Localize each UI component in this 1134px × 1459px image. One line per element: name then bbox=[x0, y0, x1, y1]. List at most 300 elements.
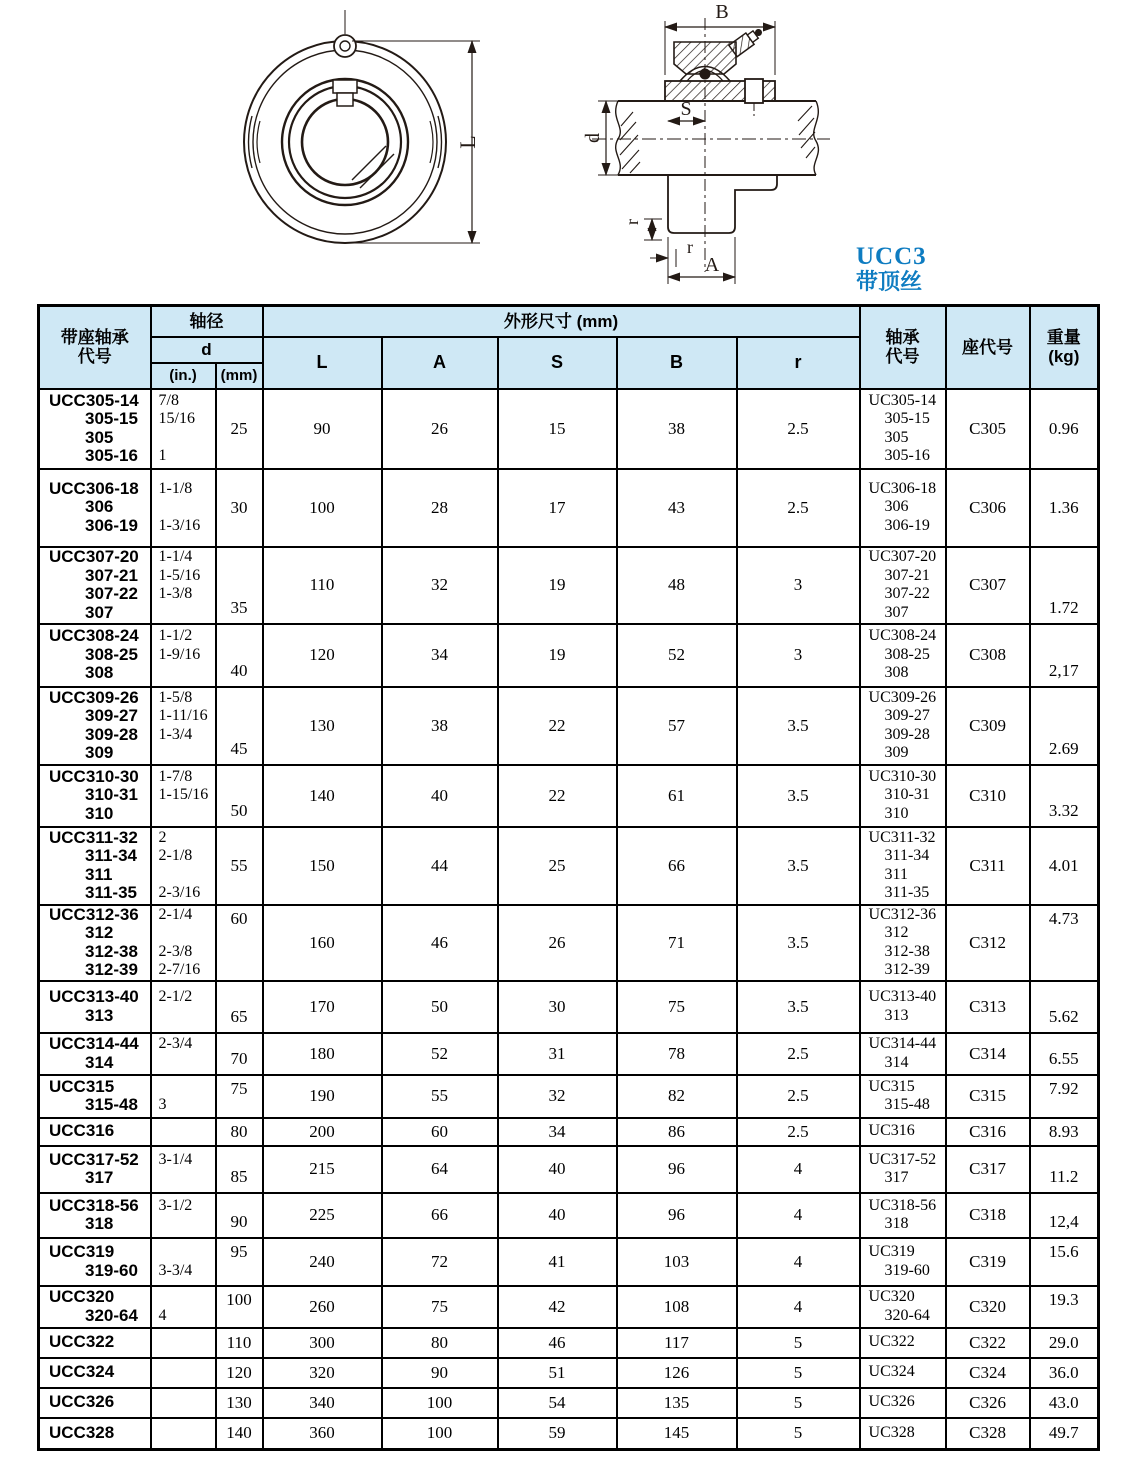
dim-A-cell: 32 bbox=[382, 547, 498, 624]
cell-line: UC309-26 bbox=[868, 688, 937, 706]
dim-r-cell: 3 bbox=[737, 624, 860, 687]
weight-cell: 1.72 bbox=[1030, 547, 1099, 624]
dim-r-cell: 2.5 bbox=[737, 389, 860, 469]
cell-line: 307-22 bbox=[884, 585, 930, 602]
dim-B-cell: 57 bbox=[617, 687, 737, 765]
table-row bbox=[39, 1358, 1099, 1388]
shaft-dia-inch-cell bbox=[151, 981, 216, 1033]
dim-L-label: L bbox=[455, 135, 480, 149]
bearing-number-cell bbox=[860, 827, 946, 905]
unit-number-cell bbox=[39, 1286, 151, 1328]
cell-line: UCC312-36 bbox=[49, 904, 139, 924]
shaft-dia-inch-cell bbox=[151, 1193, 216, 1238]
header-housing-number: 座代号 bbox=[946, 306, 1030, 389]
cell-line: UC306-18 bbox=[868, 479, 937, 497]
cell-line: UCC309-26 bbox=[49, 687, 139, 707]
weight-cell: 2,17 bbox=[1030, 624, 1099, 687]
dim-B-cell: 71 bbox=[617, 905, 737, 981]
cell-line: 312 bbox=[85, 923, 114, 942]
cell-line bbox=[159, 1007, 215, 1026]
cell-line: UCC328 bbox=[49, 1423, 115, 1442]
table-header bbox=[39, 306, 1099, 389]
table-row bbox=[39, 624, 1099, 687]
housing-number-cell: C316 bbox=[946, 1118, 1030, 1146]
housing-number-cell: C310 bbox=[946, 765, 1030, 827]
header-S: S bbox=[498, 337, 617, 389]
dim-L-cell: 140 bbox=[263, 765, 382, 827]
cell-line: 306-19 bbox=[85, 515, 138, 535]
cell-line: UCC320 bbox=[49, 1287, 115, 1306]
dim-L-cell: 130 bbox=[263, 687, 382, 765]
cell-line: 3-3/4 bbox=[158, 1261, 193, 1279]
dim-S-cell: 51 bbox=[498, 1358, 617, 1388]
cell-line: UC315 bbox=[868, 1077, 915, 1095]
dim-r1 bbox=[622, 219, 662, 240]
dim-A-cell: 66 bbox=[382, 1193, 498, 1238]
shaft-dia-mm-cell: 40 bbox=[216, 624, 263, 687]
header-weight-line2: (kg) bbox=[1048, 347, 1080, 367]
dim-r-cell: 5 bbox=[737, 1388, 860, 1418]
table-row bbox=[39, 1286, 1099, 1328]
cell-line bbox=[159, 866, 215, 885]
bearing-number-cell bbox=[860, 1388, 946, 1418]
cell-line: 1-9/16 bbox=[158, 645, 201, 663]
cell-line: 311-35 bbox=[85, 883, 137, 902]
dim-A-cell: 80 bbox=[382, 1328, 498, 1358]
bearing-number-cell bbox=[860, 1075, 946, 1118]
dim-A-cell: 44 bbox=[382, 827, 498, 905]
cell-line: 305-16 bbox=[85, 446, 138, 465]
unit-number-cell bbox=[39, 1146, 151, 1193]
shaft-dia-inch-cell bbox=[151, 1238, 216, 1286]
unit-number-cell bbox=[39, 1388, 151, 1418]
table-row bbox=[39, 469, 1099, 547]
bearing-number-cell bbox=[860, 1358, 946, 1388]
cell-line: 2-7/16 bbox=[158, 961, 201, 978]
dim-S-label: S bbox=[680, 98, 692, 120]
grease-nipple bbox=[729, 25, 766, 57]
housing-number-cell: C312 bbox=[946, 905, 1030, 981]
dim-A-cell: 50 bbox=[382, 981, 498, 1033]
cell-line: UC312-36 bbox=[868, 905, 937, 923]
cell-line bbox=[159, 924, 215, 943]
weight-cell: 15.6 bbox=[1030, 1238, 1099, 1286]
dim-r-cell: 3.5 bbox=[737, 905, 860, 981]
cell-line: 305 bbox=[85, 427, 114, 447]
shaft-dia-mm-cell: 100 bbox=[216, 1286, 263, 1328]
cell-line: 308-25 bbox=[85, 644, 138, 664]
shaft-dia-inch-cell bbox=[151, 1146, 216, 1193]
dim-L-cell: 300 bbox=[263, 1328, 382, 1358]
bearing-number-cell bbox=[860, 1286, 946, 1328]
header-unit-number-line1: 带座轴承 bbox=[60, 328, 129, 348]
cell-line: 310 bbox=[884, 804, 909, 822]
dim-B-cell: 135 bbox=[617, 1388, 737, 1418]
cell-line: 307-21 bbox=[884, 566, 930, 584]
table-row bbox=[39, 1328, 1099, 1358]
dim-r-cell: 5 bbox=[737, 1358, 860, 1388]
housing-number-cell: C305 bbox=[946, 389, 1030, 469]
header-B: B bbox=[617, 337, 737, 389]
cell-line: UCC317-52 bbox=[49, 1149, 139, 1169]
dim-r-cell: 4 bbox=[737, 1193, 860, 1238]
housing-number-cell: C311 bbox=[946, 827, 1030, 905]
cell-line: 309-28 bbox=[884, 725, 930, 743]
dim-S-cell: 17 bbox=[498, 469, 617, 547]
cell-line: UCC319 bbox=[49, 1242, 115, 1261]
cell-line: 306-19 bbox=[884, 516, 930, 534]
cell-line bbox=[159, 1054, 215, 1073]
cell-line: UCC306-18 bbox=[49, 478, 139, 498]
dim-L-cell: 190 bbox=[263, 1075, 382, 1118]
dim-S-cell: 19 bbox=[498, 547, 617, 624]
weight-cell: 1.36 bbox=[1030, 469, 1099, 547]
grease-fitting-front bbox=[334, 35, 356, 57]
cell-line: UC310-30 bbox=[868, 767, 937, 785]
cell-line: UCC310-30 bbox=[49, 766, 139, 786]
cell-line: 305-15 bbox=[884, 410, 930, 427]
cell-line: 2-1/4 bbox=[158, 905, 193, 923]
dim-d bbox=[582, 101, 620, 175]
relief-slot-right bbox=[438, 116, 442, 168]
table-row bbox=[39, 1238, 1099, 1286]
unit-number-cell bbox=[39, 981, 151, 1033]
cell-line: 313 bbox=[884, 1006, 909, 1024]
weight-cell: 49.7 bbox=[1030, 1418, 1099, 1450]
header-A: A bbox=[382, 337, 498, 389]
bearing-number-cell bbox=[860, 1033, 946, 1075]
dim-S-cell: 40 bbox=[498, 1193, 617, 1238]
table-row bbox=[39, 687, 1099, 765]
table-row bbox=[39, 765, 1099, 827]
table-row bbox=[39, 827, 1099, 905]
cell-line: 320-64 bbox=[884, 1306, 930, 1324]
cell-line: 315-48 bbox=[884, 1096, 930, 1113]
dim-B-cell: 145 bbox=[617, 1418, 737, 1450]
dim-A-cell: 100 bbox=[382, 1388, 498, 1418]
bearing-number-cell bbox=[860, 981, 946, 1033]
cell-line bbox=[159, 498, 215, 517]
weight-cell: 0.96 bbox=[1030, 389, 1099, 469]
weight-cell: 7.92 bbox=[1030, 1075, 1099, 1118]
cell-line: 311 bbox=[884, 865, 908, 883]
dim-r-cell: 4 bbox=[737, 1146, 860, 1193]
dim-S-cell: 34 bbox=[498, 1118, 617, 1146]
shaft-dia-mm-cell: 110 bbox=[216, 1328, 263, 1358]
dim-B-cell: 82 bbox=[617, 1075, 737, 1118]
dim-L-cell: 260 bbox=[263, 1286, 382, 1328]
header-inch: (in.) bbox=[151, 363, 216, 389]
weight-cell: 11.2 bbox=[1030, 1146, 1099, 1193]
cell-line: 308-25 bbox=[884, 645, 930, 663]
shaft-dia-inch-cell bbox=[151, 1358, 216, 1388]
dim-A-cell: 90 bbox=[382, 1358, 498, 1388]
cell-line: 3-1/2 bbox=[158, 1196, 193, 1214]
cell-line: 1-11/16 bbox=[158, 707, 208, 724]
header-L: L bbox=[263, 337, 382, 389]
shaft-dia-mm-cell: 65 bbox=[216, 981, 263, 1033]
cell-line: UCC313-40 bbox=[49, 987, 139, 1006]
cell-line: UCC315 bbox=[49, 1076, 115, 1096]
housing-number-cell: C320 bbox=[946, 1286, 1030, 1328]
cell-line: UC319 bbox=[868, 1243, 915, 1260]
cell-line: UC317-52 bbox=[868, 1150, 937, 1168]
cell-line: 310 bbox=[85, 803, 114, 823]
dim-S-cell: 42 bbox=[498, 1286, 617, 1328]
cell-line: 305 bbox=[884, 428, 909, 446]
dim-L-cell: 150 bbox=[263, 827, 382, 905]
shaft-dia-inch-cell bbox=[151, 1388, 216, 1418]
dim-B-label: B bbox=[715, 1, 729, 23]
cell-line: 307-22 bbox=[85, 584, 138, 603]
weight-cell: 19.3 bbox=[1030, 1286, 1099, 1328]
cell-line: 310-31 bbox=[884, 786, 930, 804]
shaft-dia-inch-cell bbox=[151, 905, 216, 981]
housing-number-cell: C319 bbox=[946, 1238, 1030, 1286]
cell-line bbox=[159, 1169, 215, 1188]
unit-number-cell bbox=[39, 827, 151, 905]
shaft-dia-inch-cell bbox=[151, 1418, 216, 1450]
unit-number-cell bbox=[39, 1118, 151, 1146]
bearing-number-cell bbox=[860, 1146, 946, 1193]
cell-line: UC311-32 bbox=[868, 828, 936, 846]
dim-A-cell: 55 bbox=[382, 1075, 498, 1118]
dim-B-cell: 96 bbox=[617, 1193, 737, 1238]
table-row bbox=[39, 1193, 1099, 1238]
cell-line: UCC308-24 bbox=[49, 626, 139, 646]
dim-A-cell: 40 bbox=[382, 765, 498, 827]
header-shaft-diameter: 轴径 bbox=[151, 306, 263, 337]
cell-line: 312 bbox=[884, 924, 909, 941]
shaft-dia-mm-cell: 30 bbox=[216, 469, 263, 547]
unit-number-cell bbox=[39, 1418, 151, 1450]
dim-B-cell: 75 bbox=[617, 981, 737, 1033]
cell-line bbox=[159, 604, 215, 623]
shaft-dia-mm-cell: 60 bbox=[216, 905, 263, 981]
cell-line: UCC305-14 bbox=[49, 390, 139, 410]
dim-L-cell: 180 bbox=[263, 1033, 382, 1075]
table-row bbox=[39, 1388, 1099, 1418]
weight-cell: 2.69 bbox=[1030, 687, 1099, 765]
shaft-dia-inch-cell bbox=[151, 765, 216, 827]
dim-L-cell: 240 bbox=[263, 1238, 382, 1286]
weight-cell: 4.73 bbox=[1030, 905, 1099, 981]
cell-line: UC324 bbox=[868, 1363, 915, 1381]
cell-line: 1-1/8 bbox=[158, 479, 193, 497]
dim-A-cell: 100 bbox=[382, 1418, 498, 1450]
housing-number-cell: C326 bbox=[946, 1388, 1030, 1418]
cell-line: 2-1/2 bbox=[158, 988, 193, 1005]
cell-line: 311-34 bbox=[85, 846, 137, 865]
dim-S-cell: 19 bbox=[498, 624, 617, 687]
unit-number-cell bbox=[39, 547, 151, 624]
dim-L-cell: 170 bbox=[263, 981, 382, 1033]
bearing-number-cell bbox=[860, 389, 946, 469]
dim-r-cell: 2.5 bbox=[737, 1033, 860, 1075]
cell-line: 315-48 bbox=[85, 1095, 138, 1114]
unit-number-cell bbox=[39, 469, 151, 547]
cartridge-sleeve bbox=[668, 175, 777, 233]
header-weight-line1: 重量 bbox=[1046, 328, 1081, 348]
cell-line: 310-31 bbox=[85, 785, 138, 805]
cell-line: 309-28 bbox=[85, 724, 138, 744]
dim-B-cell: 108 bbox=[617, 1286, 737, 1328]
shaft-dia-inch-cell bbox=[151, 547, 216, 624]
cell-line: 2 bbox=[158, 828, 167, 846]
weight-cell: 5.62 bbox=[1030, 981, 1099, 1033]
dim-B-cell: 96 bbox=[617, 1146, 737, 1193]
cell-line: 1-15/16 bbox=[158, 786, 209, 804]
bearing-number-cell bbox=[860, 1118, 946, 1146]
shaft-dia-inch-cell bbox=[151, 1118, 216, 1146]
dim-B-cell: 86 bbox=[617, 1118, 737, 1146]
housing-number-cell: C318 bbox=[946, 1193, 1030, 1238]
cell-line: UC314-44 bbox=[868, 1035, 937, 1052]
unit-number-cell bbox=[39, 1238, 151, 1286]
table-body bbox=[39, 389, 1099, 1450]
shaft-dia-mm-cell: 130 bbox=[216, 1388, 263, 1418]
cell-line: UC313-40 bbox=[868, 988, 937, 1005]
shaft-dia-inch-cell bbox=[151, 827, 216, 905]
table-row bbox=[39, 1418, 1099, 1450]
dim-r-cell: 4 bbox=[737, 1238, 860, 1286]
shaft-dia-mm-cell: 90 bbox=[216, 1193, 263, 1238]
bearing-number-cell bbox=[860, 1193, 946, 1238]
unit-number-cell bbox=[39, 1193, 151, 1238]
dim-A-cell: 46 bbox=[382, 905, 498, 981]
cell-line bbox=[159, 664, 215, 683]
dim-L-cell: 340 bbox=[263, 1388, 382, 1418]
dim-A-cell: 52 bbox=[382, 1033, 498, 1075]
cell-line: 1-1/2 bbox=[158, 627, 193, 645]
dim-d-label: d bbox=[582, 133, 604, 143]
cell-line: 2-3/4 bbox=[158, 1035, 193, 1052]
dim-S-cell: 22 bbox=[498, 765, 617, 827]
unit-number-cell bbox=[39, 687, 151, 765]
unit-number-cell bbox=[39, 624, 151, 687]
weight-cell: 3.32 bbox=[1030, 765, 1099, 827]
dim-L-cell: 225 bbox=[263, 1193, 382, 1238]
cell-line: UC307-20 bbox=[868, 548, 937, 565]
cell-line: 1-3/4 bbox=[158, 725, 193, 743]
cell-line: 1-5/8 bbox=[158, 688, 193, 706]
weight-cell: 12,4 bbox=[1030, 1193, 1099, 1238]
drawings-svg bbox=[0, 0, 1134, 302]
dim-L-cell: 320 bbox=[263, 1358, 382, 1388]
dim-r-cell: 2.5 bbox=[737, 1075, 860, 1118]
cell-line: UC328 bbox=[868, 1424, 915, 1441]
table-row bbox=[39, 1075, 1099, 1118]
table-row bbox=[39, 389, 1099, 469]
dim-L-cell: 100 bbox=[263, 469, 382, 547]
dim-S-cell: 54 bbox=[498, 1388, 617, 1418]
cell-line: UC308-24 bbox=[868, 627, 937, 645]
cell-line: 309-27 bbox=[884, 707, 930, 724]
housing-number-cell: C314 bbox=[946, 1033, 1030, 1075]
cell-line: 1 bbox=[158, 447, 167, 464]
dim-A-cell: 38 bbox=[382, 687, 498, 765]
bearing-number-cell bbox=[860, 547, 946, 624]
unit-number-cell bbox=[39, 1075, 151, 1118]
cell-line: 2-3/16 bbox=[158, 884, 201, 901]
unit-number-cell bbox=[39, 1358, 151, 1388]
table-row bbox=[39, 1118, 1099, 1146]
cell-line: 312-38 bbox=[85, 941, 138, 961]
dim-S-cell: 32 bbox=[498, 1075, 617, 1118]
housing-number-cell: C315 bbox=[946, 1075, 1030, 1118]
dim-B-cell: 61 bbox=[617, 765, 737, 827]
dim-L-cell: 90 bbox=[263, 389, 382, 469]
dim-B-cell: 52 bbox=[617, 624, 737, 687]
cell-line: 309-27 bbox=[85, 706, 138, 725]
cell-line: UC318-56 bbox=[868, 1196, 937, 1214]
spec-table bbox=[37, 304, 1100, 1451]
series-subtitle: 带顶丝 bbox=[856, 269, 923, 294]
shaft-dia-inch-cell bbox=[151, 687, 216, 765]
dim-r-cell: 3.5 bbox=[737, 827, 860, 905]
bearing-number-cell bbox=[860, 1238, 946, 1286]
housing-number-cell: C317 bbox=[946, 1146, 1030, 1193]
dim-L-cell: 160 bbox=[263, 905, 382, 981]
cell-line: 317 bbox=[85, 1168, 114, 1187]
shaft-dia-inch-cell bbox=[151, 1033, 216, 1075]
header-weight bbox=[1030, 306, 1099, 389]
cell-line: UCC316 bbox=[49, 1121, 115, 1141]
cell-line: 313 bbox=[85, 1005, 114, 1025]
dim-A-cell: 34 bbox=[382, 624, 498, 687]
shaft-dia-mm-cell: 70 bbox=[216, 1033, 263, 1075]
dim-S-cell: 59 bbox=[498, 1418, 617, 1450]
dim-L-cell: 120 bbox=[263, 624, 382, 687]
shaft-dia-mm-cell: 50 bbox=[216, 765, 263, 827]
header-r: r bbox=[737, 337, 860, 389]
housing-number-cell: C322 bbox=[946, 1328, 1030, 1358]
header-mm: (mm) bbox=[216, 363, 263, 389]
housing-number-cell: C328 bbox=[946, 1418, 1030, 1450]
cell-line: 312-38 bbox=[884, 942, 930, 960]
cell-line: UCC307-20 bbox=[49, 547, 139, 566]
dim-S-cell: 26 bbox=[498, 905, 617, 981]
weight-cell: 29.0 bbox=[1030, 1328, 1099, 1358]
cell-line: 2-3/8 bbox=[158, 942, 193, 960]
cell-line: 311-35 bbox=[884, 884, 930, 901]
dim-r-cell: 3.5 bbox=[737, 765, 860, 827]
cell-line: 15/16 bbox=[158, 410, 195, 427]
cell-line bbox=[159, 805, 215, 824]
shaft-dia-mm-cell: 120 bbox=[216, 1358, 263, 1388]
cell-line: 1-5/16 bbox=[158, 566, 201, 584]
cell-line: 3-1/4 bbox=[158, 1150, 193, 1168]
dim-r-cell: 2.5 bbox=[737, 469, 860, 547]
dim-S-cell: 41 bbox=[498, 1238, 617, 1286]
weight-cell: 4.01 bbox=[1030, 827, 1099, 905]
bearing-number-cell bbox=[860, 1328, 946, 1358]
shaft-dia-inch-cell bbox=[151, 1286, 216, 1328]
cell-line: UCC311-32 bbox=[49, 827, 138, 847]
dim-S-cell: 31 bbox=[498, 1033, 617, 1075]
dim-L-cell: 215 bbox=[263, 1146, 382, 1193]
bearing-number-cell bbox=[860, 905, 946, 981]
dim-r2 bbox=[650, 237, 693, 267]
bearing-number-cell bbox=[860, 687, 946, 765]
weight-cell: 8.93 bbox=[1030, 1118, 1099, 1146]
dim-A-label: A bbox=[704, 254, 720, 276]
dim-A bbox=[668, 237, 735, 284]
shaft-dia-mm-cell: 95 bbox=[216, 1238, 263, 1286]
cell-line: UC320 bbox=[868, 1288, 915, 1305]
cell-line bbox=[159, 1243, 215, 1262]
cell-line bbox=[159, 1288, 215, 1307]
